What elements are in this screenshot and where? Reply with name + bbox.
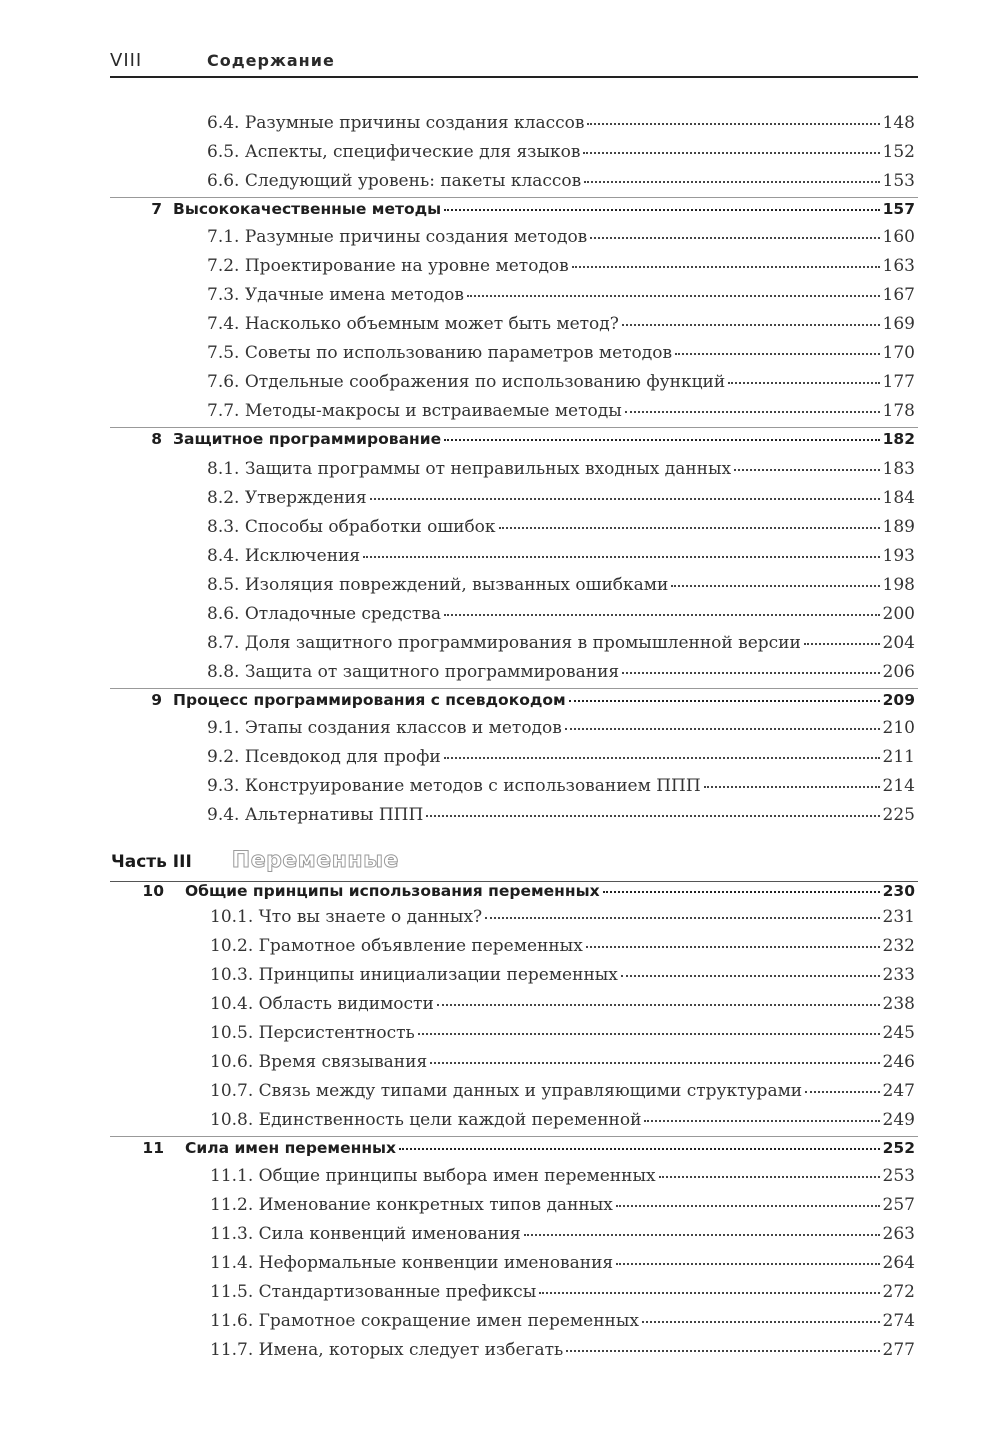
section-entry: [207, 488, 915, 508]
page-number: VIII: [110, 50, 143, 71]
section-label: Советы по использованию параметров методов: [244, 343, 673, 363]
section-title: [210, 1340, 563, 1360]
section-entry: [207, 662, 915, 682]
toc-section-row[interactable]: [0, 1224, 1000, 1253]
page-ref: 169: [882, 314, 915, 334]
toc-section-row[interactable]: [0, 1110, 1000, 1139]
section-title: [210, 1166, 656, 1186]
chapter-number: 10: [142, 882, 164, 900]
toc-chapter-row[interactable]: [0, 1139, 1000, 1168]
section-label: Исключения: [244, 546, 361, 566]
page-ref: 183: [882, 459, 915, 479]
section-number: 6.6.: [207, 171, 240, 191]
section-label: Изоляция повреждений, вызванных ошибками: [244, 575, 669, 595]
section-label: Разумные причины создания классов: [244, 113, 585, 133]
section-number: 11.6.: [210, 1311, 254, 1331]
section-entry: [210, 936, 915, 956]
dot-leader: [467, 295, 880, 297]
toc-section-row[interactable]: [0, 227, 1000, 256]
section-entry: [207, 343, 915, 363]
section-number: 11.7.: [210, 1340, 254, 1360]
section-title: [207, 227, 587, 247]
page-ref: 233: [882, 965, 915, 985]
toc-section-row[interactable]: [0, 1282, 1000, 1311]
toc-section-row[interactable]: [0, 1023, 1000, 1052]
dot-leader: [734, 469, 879, 471]
dot-leader: [671, 585, 879, 587]
chapter-entry: [173, 200, 915, 218]
page-ref: 272: [882, 1282, 915, 1302]
section-number: 8.7.: [207, 633, 240, 653]
page-ref: 182: [882, 430, 915, 448]
dot-leader: [569, 700, 880, 702]
page-ref: 245: [882, 1023, 915, 1043]
toc-section-row[interactable]: [0, 575, 1000, 604]
section-title: [207, 805, 423, 825]
section-title: [207, 372, 725, 392]
dot-leader: [625, 411, 880, 413]
chapter-title: Защитное программирование: [173, 430, 442, 448]
section-entry: [210, 1224, 915, 1244]
toc-section-row[interactable]: [0, 546, 1000, 575]
section-number: 10.1.: [210, 907, 254, 927]
section-entry: [210, 994, 915, 1014]
dot-leader: [444, 439, 880, 441]
toc-chapter-row[interactable]: [0, 200, 1000, 229]
section-label: Принципы инициализации переменных: [258, 965, 618, 985]
section-label: Доля защитного программирования в промышленной версии: [244, 633, 801, 653]
header-rule: [110, 76, 918, 78]
dot-leader: [805, 1091, 879, 1093]
toc-section-row[interactable]: [0, 907, 1000, 936]
part-heading: [111, 848, 399, 878]
section-title: [207, 142, 580, 162]
section-number: 8.6.: [207, 604, 240, 624]
section-label: Грамотное сокращение имен переменных: [258, 1311, 639, 1331]
toc-section-row[interactable]: [0, 285, 1000, 314]
toc-section-row[interactable]: [0, 488, 1000, 517]
section-number: 9.4.: [207, 805, 240, 825]
dot-leader: [426, 815, 879, 817]
page-ref: 264: [882, 1253, 915, 1273]
section-label: Область видимости: [258, 994, 434, 1014]
section-number: 9.2.: [207, 747, 240, 767]
page-ref: 178: [882, 401, 915, 421]
section-label: Сила конвенций именования: [258, 1224, 521, 1244]
page-ref: 167: [882, 285, 915, 305]
page-ref: 247: [882, 1081, 915, 1101]
page-ref: 206: [882, 662, 915, 682]
section-label: Аспекты, специфические для языков: [244, 142, 581, 162]
section-entry: [207, 604, 915, 624]
toc-section-row[interactable]: [0, 965, 1000, 994]
section-number: 10.7.: [210, 1081, 254, 1101]
section-label: Конструирование методов с использованием ППП: [244, 776, 701, 796]
toc-section-row[interactable]: [0, 459, 1000, 488]
section-label: Связь между типами данных и управляющими структурами: [258, 1081, 803, 1101]
section-entry: [207, 747, 915, 767]
page-ref: 157: [882, 200, 915, 218]
section-title: [207, 113, 584, 133]
toc-section-row[interactable]: [0, 747, 1000, 776]
dot-leader: [499, 527, 880, 529]
toc-section-row[interactable]: [0, 936, 1000, 965]
section-title: [210, 1081, 802, 1101]
section-entry: [210, 907, 915, 927]
chapter-number: 8: [151, 430, 162, 448]
dot-leader: [622, 672, 879, 674]
section-number: 11.3.: [210, 1224, 254, 1244]
page-ref: 148: [882, 113, 915, 133]
section-title: [207, 718, 562, 738]
section-number: 7.4.: [207, 314, 240, 334]
chapter-entry: [185, 882, 915, 900]
page-ref: 238: [882, 994, 915, 1014]
section-label: Этапы создания классов и методов: [244, 718, 562, 738]
section-number: 8.8.: [207, 662, 240, 682]
section-entry: [210, 965, 915, 985]
section-entry: [207, 171, 915, 191]
section-number: 11.5.: [210, 1282, 254, 1302]
section-number: 7.5.: [207, 343, 240, 363]
section-label: Псевдокод для профи: [244, 747, 441, 767]
page-ref: 209: [882, 691, 915, 709]
section-label: Следующий уровень: пакеты классов: [244, 171, 582, 191]
dot-leader: [603, 891, 880, 893]
section-entry: [207, 805, 915, 825]
section-title: [207, 488, 367, 508]
section-label: Защита от защитного программирования: [244, 662, 620, 682]
section-label: Общие принципы выбора имен переменных: [258, 1166, 656, 1186]
page-ref: 210: [882, 718, 915, 738]
toc-section-row[interactable]: [0, 1340, 1000, 1369]
chapter-number: 11: [142, 1139, 164, 1157]
section-number: 10.5.: [210, 1023, 254, 1043]
section-label: Альтернативы ППП: [244, 805, 424, 825]
section-number: 9.3.: [207, 776, 240, 796]
toc-section-row[interactable]: [0, 343, 1000, 372]
dot-leader: [586, 946, 880, 948]
section-title: [210, 965, 618, 985]
chapter-title: Сила имен переменных: [185, 1139, 397, 1157]
section-title: [210, 994, 434, 1014]
section-number: 8.3.: [207, 517, 240, 537]
dot-leader: [399, 1148, 880, 1150]
page-ref: 193: [882, 546, 915, 566]
part-name: Переменные: [231, 848, 399, 873]
section-title: [207, 285, 464, 305]
section-entry: [207, 718, 915, 738]
chapter-divider: [110, 1136, 918, 1137]
section-title: [207, 343, 672, 363]
dot-leader: [363, 556, 879, 558]
section-title: [207, 575, 668, 595]
section-entry: [210, 1166, 915, 1186]
section-number: 11.1.: [210, 1166, 254, 1186]
dot-leader: [583, 152, 879, 154]
dot-leader: [675, 353, 879, 355]
section-entry: [207, 142, 915, 162]
page-ref: 214: [882, 776, 915, 796]
dot-leader: [621, 975, 880, 977]
page-ref: 274: [882, 1311, 915, 1331]
dot-leader: [539, 1292, 879, 1294]
section-title: [210, 1195, 613, 1215]
toc-section-row[interactable]: [0, 1253, 1000, 1282]
toc-section-row[interactable]: [0, 1311, 1000, 1340]
dot-leader: [804, 643, 880, 645]
page-ref: 152: [882, 142, 915, 162]
chapter-entry: [173, 691, 915, 709]
section-title: [207, 314, 619, 334]
section-title: [210, 1224, 521, 1244]
page-ref: 189: [882, 517, 915, 537]
section-entry: [210, 1110, 915, 1130]
toc-section-row[interactable]: [0, 805, 1000, 834]
section-number: 10.4.: [210, 994, 254, 1014]
section-number: 8.4.: [207, 546, 240, 566]
chapter-entry: [185, 1139, 915, 1157]
dot-leader: [728, 382, 879, 384]
section-number: 11.2.: [210, 1195, 254, 1215]
dot-leader: [704, 786, 880, 788]
dot-leader: [616, 1205, 880, 1207]
chapter-title: Процесс программирования с псевдокодом: [173, 691, 566, 709]
section-title: [207, 776, 701, 796]
toc-section-row[interactable]: [0, 776, 1000, 805]
toc-section-row[interactable]: [0, 113, 1000, 142]
section-label: Имена, которых следует избегать: [258, 1340, 564, 1360]
toc-section-row[interactable]: [0, 1081, 1000, 1110]
dot-leader: [584, 181, 879, 183]
section-entry: [210, 1052, 915, 1072]
section-entry: [207, 459, 915, 479]
section-entry: [207, 372, 915, 392]
dot-leader: [444, 209, 879, 211]
page-ref: 225: [882, 805, 915, 825]
section-number: 10.6.: [210, 1052, 254, 1072]
chapter-title: Общие принципы использования переменных: [185, 882, 600, 900]
dot-leader: [565, 728, 880, 730]
section-label: Что вы знаете о данных?: [258, 907, 483, 927]
page-ref: 204: [882, 633, 915, 653]
dot-leader: [622, 324, 880, 326]
dot-leader: [587, 123, 879, 125]
page-ref: 211: [882, 747, 915, 767]
section-label: Грамотное объявление переменных: [258, 936, 583, 956]
section-title: [210, 1253, 613, 1273]
section-entry: [207, 314, 915, 334]
dot-leader: [444, 614, 880, 616]
section-number: 10.8.: [210, 1110, 254, 1130]
section-number: 6.5.: [207, 142, 240, 162]
section-entry: [210, 1311, 915, 1331]
section-label: Единственность цели каждой переменной: [258, 1110, 642, 1130]
toc-section-row[interactable]: [0, 517, 1000, 546]
section-title: [207, 546, 360, 566]
page-header: [110, 46, 918, 76]
toc-section-row[interactable]: [0, 1195, 1000, 1224]
section-number: 8.2.: [207, 488, 240, 508]
toc-section-row[interactable]: [0, 662, 1000, 691]
dot-leader: [644, 1120, 879, 1122]
toc-section-row[interactable]: [0, 314, 1000, 343]
section-title: [207, 662, 619, 682]
chapter-number: 9: [151, 691, 162, 709]
section-entry: [207, 546, 915, 566]
section-title: [210, 1311, 639, 1331]
section-title: [207, 171, 581, 191]
page-ref: 184: [882, 488, 915, 508]
page-ref: 177: [882, 372, 915, 392]
toc-chapter-row[interactable]: [0, 430, 1000, 459]
section-label: Защита программы от неправильных входных данных: [244, 459, 732, 479]
dot-leader: [566, 1350, 879, 1352]
section-title: [207, 604, 441, 624]
toc-section-row[interactable]: [0, 718, 1000, 747]
section-label: Отладочные средства: [244, 604, 441, 624]
section-number: 10.2.: [210, 936, 254, 956]
dot-leader: [572, 266, 880, 268]
dot-leader: [524, 1234, 880, 1236]
dot-leader: [590, 237, 879, 239]
page-ref: 230: [882, 882, 915, 900]
page-ref: 277: [882, 1340, 915, 1360]
section-label: Методы-макросы и встраиваемые методы: [244, 401, 622, 421]
page-ref: 200: [882, 604, 915, 624]
toc-section-row[interactable]: [0, 142, 1000, 171]
dot-leader: [444, 757, 880, 759]
section-label: Насколько объемным может быть метод?: [244, 314, 619, 334]
section-number: 7.3.: [207, 285, 240, 305]
dot-leader: [418, 1033, 880, 1035]
dot-leader: [370, 498, 880, 500]
page-ref: 153: [882, 171, 915, 191]
section-label: Разумные причины создания методов: [244, 227, 588, 247]
section-entry: [207, 633, 915, 653]
section-number: 7.7.: [207, 401, 240, 421]
section-entry: [207, 517, 915, 537]
section-title: [207, 517, 496, 537]
section-title: [210, 1052, 427, 1072]
chapter-divider: [110, 688, 918, 689]
section-title: [210, 907, 482, 927]
page-ref: 231: [882, 907, 915, 927]
page-ref: 163: [882, 256, 915, 276]
section-entry: [207, 113, 915, 133]
chapter-entry: [173, 430, 915, 448]
page-ref: 263: [882, 1224, 915, 1244]
section-label: Проектирование на уровне методов: [244, 256, 569, 276]
section-number: 9.1.: [207, 718, 240, 738]
dot-leader: [642, 1321, 880, 1323]
section-number: 8.1.: [207, 459, 240, 479]
section-entry: [207, 401, 915, 421]
section-title: [207, 459, 731, 479]
page-ref: 257: [882, 1195, 915, 1215]
chapter-title: Высококачественные методы: [173, 200, 442, 218]
dot-leader: [659, 1176, 880, 1178]
toc-section-row[interactable]: [0, 1166, 1000, 1195]
section-title: [207, 401, 622, 421]
toc-chapter-row[interactable]: [0, 691, 1000, 720]
dot-leader: [485, 917, 879, 919]
section-entry: [210, 1282, 915, 1302]
section-title: [210, 1110, 641, 1130]
section-entry: [207, 227, 915, 247]
chapter-divider: [110, 427, 918, 428]
toc-section-row[interactable]: [0, 994, 1000, 1023]
section-entry: [207, 776, 915, 796]
section-number: 8.5.: [207, 575, 240, 595]
page-ref: 232: [882, 936, 915, 956]
running-title: Содержание: [207, 51, 335, 70]
section-label: Отдельные соображения по использованию функций: [244, 372, 726, 392]
part-label: Часть III: [111, 852, 192, 872]
section-label: Утверждения: [244, 488, 367, 508]
section-title: [210, 1023, 415, 1043]
toc-section-row[interactable]: [0, 1052, 1000, 1081]
section-label: Стандартизованные префиксы: [258, 1282, 537, 1302]
page-ref: 249: [882, 1110, 915, 1130]
section-title: [207, 256, 569, 276]
section-entry: [210, 1253, 915, 1273]
section-title: [207, 633, 801, 653]
section-label: Именование конкретных типов данных: [258, 1195, 613, 1215]
page-ref: 252: [882, 1139, 915, 1157]
section-label: Способы обработки ошибок: [244, 517, 496, 537]
section-title: [207, 747, 441, 767]
toc-section-row[interactable]: [0, 256, 1000, 285]
chapter-number: 7: [151, 200, 162, 218]
section-label: Время связывания: [258, 1052, 428, 1072]
section-label: Персистентность: [258, 1023, 415, 1043]
toc-section-row[interactable]: [0, 604, 1000, 633]
section-entry: [210, 1195, 915, 1215]
section-number: 7.2.: [207, 256, 240, 276]
section-entry: [207, 575, 915, 595]
dot-leader: [437, 1004, 880, 1006]
section-number: 10.3.: [210, 965, 254, 985]
section-number: 7.1.: [207, 227, 240, 247]
page-ref: 160: [882, 227, 915, 247]
section-title: [210, 1282, 536, 1302]
section-number: 11.4.: [210, 1253, 254, 1273]
section-label: Неформальные конвенции именования: [258, 1253, 614, 1273]
section-entry: [210, 1340, 915, 1360]
toc-section-row[interactable]: [0, 401, 1000, 430]
section-entry: [210, 1023, 915, 1043]
section-entry: [210, 1081, 915, 1101]
section-number: 6.4.: [207, 113, 240, 133]
dot-leader: [430, 1062, 879, 1064]
page-ref: 246: [882, 1052, 915, 1072]
page-ref: 253: [882, 1166, 915, 1186]
toc-section-row[interactable]: [0, 372, 1000, 401]
toc-section-row[interactable]: [0, 633, 1000, 662]
dot-leader: [616, 1263, 879, 1265]
section-entry: [207, 256, 915, 276]
toc-section-row[interactable]: [0, 171, 1000, 200]
section-title: [210, 936, 583, 956]
section-number: 7.6.: [207, 372, 240, 392]
chapter-divider: [110, 197, 918, 198]
page-ref: 170: [882, 343, 915, 363]
page-ref: 198: [882, 575, 915, 595]
section-label: Удачные имена методов: [244, 285, 464, 305]
section-entry: [207, 285, 915, 305]
